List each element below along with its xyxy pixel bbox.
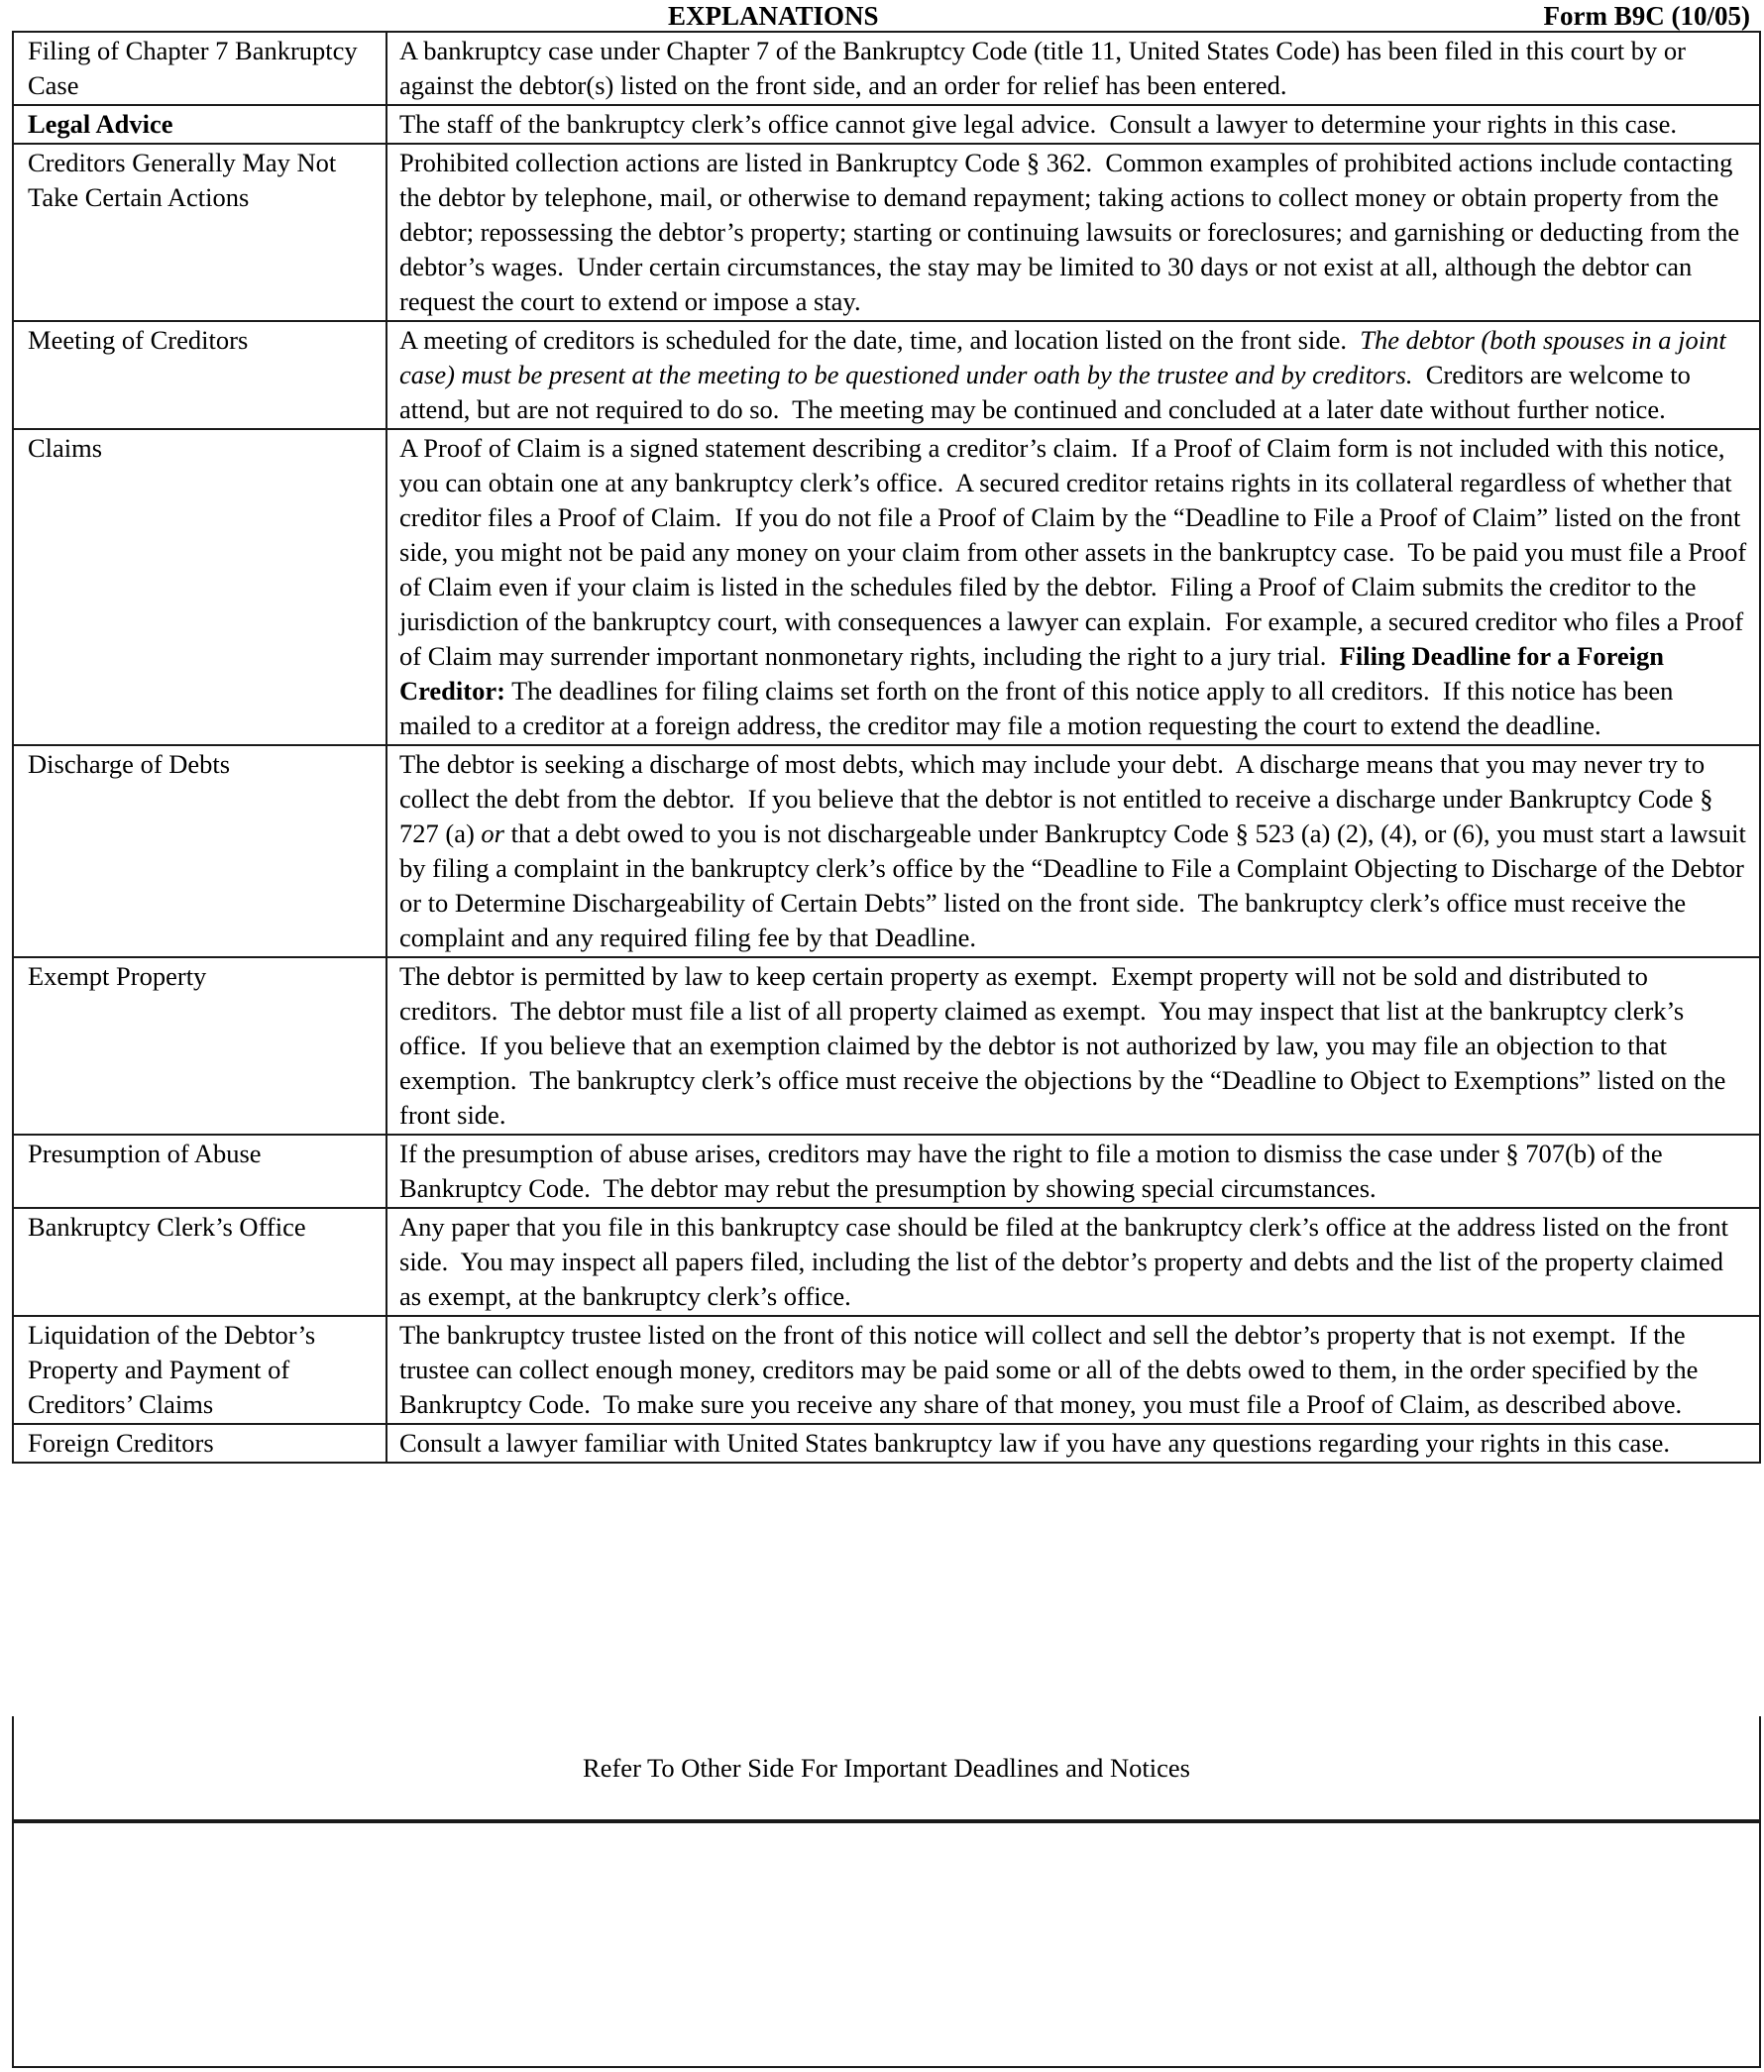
explanation-segment: The bankruptcy trustee listed on the front of this notice will collect and sell the debtor’s property that is not exempt. If the trustee can collect enough money, creditors may be paid some or all of the debts owed to them, in the order specified by the Bankruptcy Code. To make sure you receive any share of that money, you must file a Proof of Claim, as described above.	[399, 1320, 1705, 1419]
row-explanation	[386, 745, 1760, 957]
row-label: Exempt Property	[13, 957, 386, 1135]
explanation-segment: Consult a lawyer familiar with United States bankruptcy law if you have any questions regarding your rights in this case.	[399, 1428, 1671, 1458]
table-row	[13, 144, 1760, 321]
explanation-segment: The staff of the bankruptcy clerk’s office cannot give legal advice. Consult a lawyer to determine your rights in this case.	[399, 109, 1678, 139]
table-row	[13, 321, 1760, 429]
explanation-segment: Prohibited collection actions are listed in Bankruptcy Code § 362. Common examples of prohibited actions include contacting the debtor by telephone, mail, or otherwise to demand repayment; taking actions to collect money or obtain property from the debtor; repossessing the debtor’s property; starting or continuing lawsuits or foreclosures; and garnishing or deducting from the debtor’s wages. Under certain circumstances, the stay may be limited to 30 days or not exist at all, although the debtor can request the court to extend or impose a stay.	[399, 148, 1746, 316]
explanation-segment: The debtor is seeking a discharge of most debts, which may include your debt. A discharge means that you may never try to collect the debt from the debtor. If you believe that the debtor is not entitled to receive a discharge under Bankruptcy Code § 727 (a)	[399, 749, 1720, 848]
row-label: Liquidation of the Debtor’s Property and Payment of Creditors’ Claims	[13, 1316, 386, 1424]
row-label: Foreign Creditors	[13, 1424, 386, 1463]
row-explanation	[386, 1316, 1760, 1424]
row-label: Creditors Generally May Not Take Certain Actions	[13, 144, 386, 321]
explanation-segment: Any paper that you file in this bankruptcy case should be filed at the bankruptcy clerk’s office at the address listed on the front side. You may inspect all papers filed, including the list of the debtor’s property and debts and the list of the property claimed as exempt, at the bankruptcy clerk’s office.	[399, 1212, 1735, 1311]
explanation-segment: that a debt owed to you is not dischargeable under Bankruptcy Code § 523 (a) (2), (4), or (6), you must start a lawsuit by filing a complaint in the bankruptcy clerk’s office by the “Deadline to File a Complaint Objecting to Discharge of the Debtor or to Determine Dischargeability of Certain Debts” listed on the front side. The bankruptcy clerk’s office must receive the complaint and any required filing fee by that Deadline.	[399, 818, 1753, 952]
form-id: Form B9C (10/05)	[1543, 1, 1750, 31]
explanations-table	[12, 31, 1761, 1464]
row-label: Claims	[13, 429, 386, 745]
row-explanation	[386, 1135, 1760, 1208]
refer-notice	[12, 1716, 1761, 1821]
table-row	[13, 32, 1760, 105]
row-label: Filing of Chapter 7 Bankruptcy Case	[13, 32, 386, 105]
row-label: Meeting of Creditors	[13, 321, 386, 429]
page-title: EXPLANATIONS	[668, 1, 879, 31]
explanation-segment: A Proof of Claim is a signed statement describing a creditor’s claim. If a Proof of Claim form is not included with this notice, you can obtain one at any bankruptcy clerk’s office. A secured creditor retains rights in its collateral regardless of whether that creditor files a Proof of Claim. If you do not file a Proof of Claim by the “Deadline to File a Proof of Claim” listed on the front side, you might not be paid any money on your claim from other assets in the bankruptcy case. To be paid you must file a Proof of Claim even if your claim is listed in the schedules filed by the debtor. Filing a Proof of Claim submits the creditor to the jurisdiction of the bankruptcy court, with consequences a lawyer can explain. For example, a secured creditor who files a Proof of Claim may surrender important nonmonetary rights, including the right to a jury trial.	[399, 433, 1753, 671]
explanation-segment: or	[481, 818, 504, 848]
row-explanation	[386, 957, 1760, 1135]
table-row	[13, 1316, 1760, 1424]
page-header	[12, 0, 1760, 32]
explanation-segment: The deadlines for filing claims set forth on the front of this notice apply to all creditors. If this notice has been mailed to a creditor at a foreign address, the creditor may file a motion requesting the court to extend the deadline.	[399, 676, 1681, 740]
row-explanation	[386, 429, 1760, 745]
row-explanation	[386, 321, 1760, 429]
explanation-segment: If the presumption of abuse arises, creditors may have the right to file a motion to dismiss the case under § 707(b) of the Bankruptcy Code. The debtor may rebut the presumption by showing special circumstances.	[399, 1139, 1670, 1203]
row-explanation	[386, 105, 1760, 144]
table-row	[13, 429, 1760, 745]
explanation-segment: Creditors are welcome to attend, but are not required to do so. The meeting may be continued and concluded at a later date without further notice.	[399, 360, 1698, 424]
blank-box	[12, 1821, 1761, 2068]
explanation-segment: A bankruptcy case under Chapter 7 of the Bankruptcy Code (title 11, United States Code) has been filed in this court by or against the debtor(s) listed on the front side, and an order for relief has been entered.	[399, 36, 1693, 100]
row-explanation	[386, 1424, 1760, 1463]
explanations-table-body	[13, 32, 1760, 1463]
row-label: Discharge of Debts	[13, 745, 386, 957]
row-label: Presumption of Abuse	[13, 1135, 386, 1208]
row-explanation	[386, 1208, 1760, 1316]
row-label: Legal Advice	[13, 105, 386, 144]
refer-notice-text: Refer To Other Side For Important Deadlines and Notices	[583, 1753, 1190, 1783]
row-explanation	[386, 144, 1760, 321]
row-label: Bankruptcy Clerk’s Office	[13, 1208, 386, 1316]
table-row	[13, 105, 1760, 144]
explanation-segment: Filing Deadline for a Foreign Creditor:	[399, 641, 1671, 706]
table-row	[13, 1135, 1760, 1208]
table-row	[13, 1424, 1760, 1463]
row-explanation	[386, 32, 1760, 105]
table-row	[13, 1208, 1760, 1316]
explanation-segment: A meeting of creditors is scheduled for the date, time, and location listed on the front side.	[399, 325, 1361, 355]
explanation-segment: The debtor is permitted by law to keep certain property as exempt. Exempt property will not be sold and distributed to creditors. The debtor must file a list of all property claimed as exempt. You may inspect that list at the bankruptcy clerk’s office. If you believe that an exemption claimed by the debtor is not authorized by law, you may file an objection to that exemption. The bankruptcy clerk’s office must receive the objections by the “Deadline to Object to Exemptions” listed on the front side.	[399, 961, 1732, 1130]
table-row	[13, 957, 1760, 1135]
explanation-segment: The debtor (both spouses in a joint case) must be present at the meeting to be questioned under oath by the trustee and by creditors.	[399, 325, 1733, 389]
table-row	[13, 745, 1760, 957]
